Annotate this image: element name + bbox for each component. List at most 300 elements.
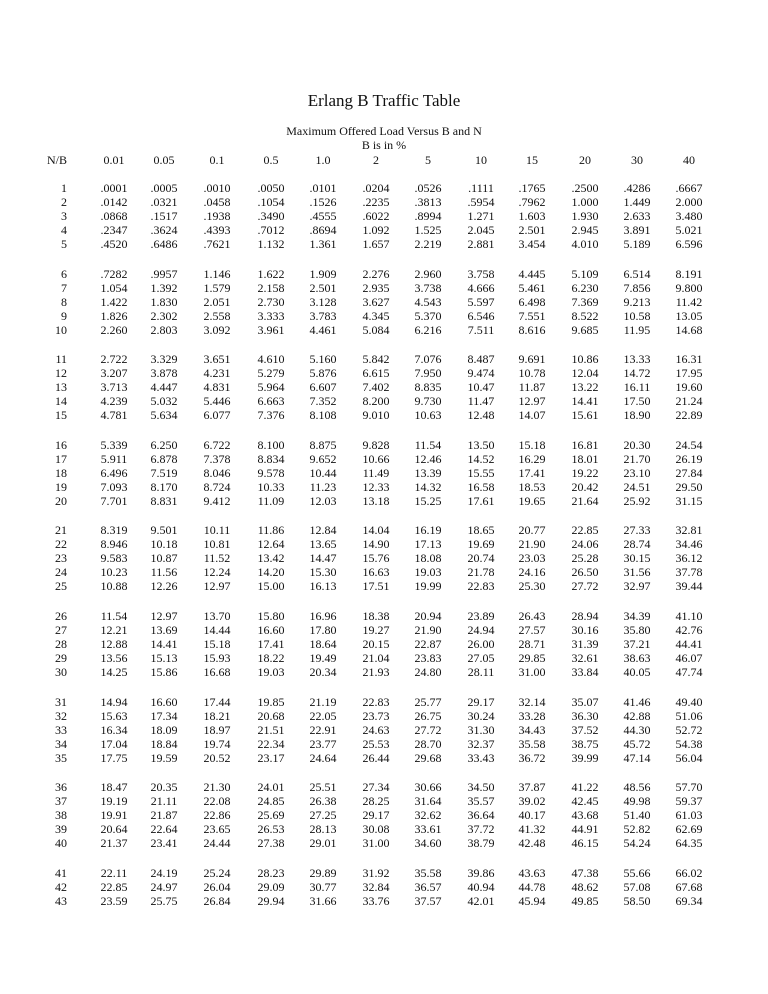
table-cell: 2.945 (571, 223, 599, 237)
table-cell: 2.260 (100, 322, 128, 337)
table-cell: 26.04 (203, 879, 231, 894)
table-cell: .0142 (100, 195, 128, 209)
table-cell: 31.66 (309, 893, 337, 908)
table-cell: 10.88 (100, 579, 128, 594)
table-cell: 26.00 (467, 636, 495, 651)
table-cell: .3813 (414, 195, 442, 209)
table-cell: 6.596 (675, 237, 703, 251)
table-cell: 62.69 (675, 822, 703, 837)
table-cell: 55.66 (623, 865, 651, 880)
table-cell: 20.94 (414, 608, 442, 623)
table-cell: 2.158 (257, 280, 285, 295)
table-cell: 7.352 (309, 394, 337, 409)
table-cell: 17.04 (100, 736, 128, 751)
table-cell: 1.449 (623, 195, 651, 209)
table-cell: 30.77 (309, 879, 337, 894)
table-cell: 21.70 (623, 451, 651, 466)
table-cell: .7621 (203, 237, 231, 251)
table-cell: 29.89 (309, 865, 337, 880)
table-cell: 38.79 (467, 836, 495, 851)
table-cell: 22.83 (362, 694, 390, 709)
table-cell: 14.68 (675, 322, 703, 337)
row-n-cell: 4 (61, 223, 67, 237)
row-group (0, 181, 768, 251)
table-cell: 33.28 (518, 708, 546, 723)
table-cell: 18.90 (623, 408, 651, 423)
table-cell: 18.65 (467, 523, 495, 538)
table-cell: 7.093 (100, 479, 128, 494)
table-cell: 17.75 (100, 750, 128, 765)
table-cell: 44.30 (623, 722, 651, 737)
row-n-cell: 32 (55, 708, 67, 723)
table-cell: 24.94 (467, 622, 495, 637)
table-cell: 42.01 (467, 893, 495, 908)
table-cell: 22.85 (100, 879, 128, 894)
table-cell: 11.86 (257, 523, 285, 538)
table-cell: 49.40 (675, 694, 703, 709)
table-cell: 8.724 (203, 479, 231, 494)
table-cell: 38.63 (623, 650, 651, 665)
table-cell: 23.59 (100, 893, 128, 908)
table-cell: 29.68 (414, 750, 442, 765)
table-cell: 5.279 (257, 366, 285, 381)
table-cell: 20.30 (623, 437, 651, 452)
table-cell: 8.616 (518, 322, 546, 337)
table-cell: 21.51 (257, 722, 285, 737)
table-cell: 12.84 (309, 523, 337, 538)
table-cell: 12.64 (257, 537, 285, 552)
table-cell: 24.54 (675, 437, 703, 452)
row-n-cell: 17 (55, 451, 67, 466)
table-cell: 7.856 (623, 280, 651, 295)
table-cell: 6.250 (150, 437, 178, 452)
table-cell: 22.11 (100, 865, 128, 880)
table-cell: 31.64 (414, 794, 442, 809)
table-cell: 27.57 (518, 622, 546, 637)
table-cell: 1.392 (150, 280, 178, 295)
table-cell: .7962 (518, 195, 546, 209)
table-cell: 13.18 (362, 493, 390, 508)
table-cell: 42.76 (675, 622, 703, 637)
table-cell: 18.01 (571, 451, 599, 466)
table-cell: 11.49 (362, 465, 390, 480)
table-cell: 25.28 (571, 551, 599, 566)
table-cell: .0001 (100, 181, 128, 195)
table-cell: 23.77 (309, 736, 337, 751)
table-cell: 18.53 (518, 479, 546, 494)
table-cell: 27.33 (623, 523, 651, 538)
table-cell: 11.54 (100, 608, 128, 623)
table-cell: 5.084 (362, 322, 390, 337)
table-cell: 5.597 (467, 294, 495, 309)
table-cell: 37.21 (623, 636, 651, 651)
table-row (0, 366, 768, 380)
row-n-cell: 10 (55, 322, 67, 337)
table-cell: 19.69 (467, 537, 495, 552)
table-cell: 10.33 (257, 479, 285, 494)
row-n-cell: 39 (55, 822, 67, 837)
table-row (0, 780, 768, 794)
table-cell: 10.78 (518, 366, 546, 381)
table-cell: .9957 (150, 266, 178, 281)
table-cell: 17.95 (675, 366, 703, 381)
table-cell: 23.10 (623, 465, 651, 480)
table-cell: 5.876 (309, 366, 337, 381)
table-cell: 16.19 (414, 523, 442, 538)
table-cell: .7012 (257, 223, 285, 237)
table-cell: 5.842 (362, 352, 390, 367)
table-cell: 6.663 (257, 394, 285, 409)
table-cell: .0868 (100, 209, 128, 223)
table-cell: 5.021 (675, 223, 703, 237)
table-cell: 12.24 (203, 565, 231, 580)
table-cell: 34.60 (414, 836, 442, 851)
table-cell: 26.43 (518, 608, 546, 623)
table-cell: 29.01 (309, 836, 337, 851)
column-header: 0.01 (103, 153, 125, 167)
table-cell: 20.42 (571, 479, 599, 494)
table-cell: 10.44 (309, 465, 337, 480)
table-cell: 3.783 (309, 308, 337, 323)
table-cell: 16.96 (309, 608, 337, 623)
table-cell: 13.05 (675, 308, 703, 323)
table-cell: 21.93 (362, 664, 390, 679)
table-row (0, 709, 768, 723)
table-cell: 4.447 (150, 380, 178, 395)
table-row (0, 209, 768, 223)
table-cell: 30.66 (414, 780, 442, 795)
table-cell: 19.65 (518, 493, 546, 508)
row-n-cell: 28 (55, 636, 67, 651)
table-cell: .8994 (414, 209, 442, 223)
table-cell: 4.231 (203, 366, 231, 381)
table-cell: 7.950 (414, 366, 442, 381)
row-group (0, 523, 768, 593)
table-cell: 24.16 (518, 565, 546, 580)
table-cell: 46.07 (675, 650, 703, 665)
table-cell: 6.514 (623, 266, 651, 281)
table-cell: 6.546 (467, 308, 495, 323)
row-group (0, 267, 768, 337)
table-cell: .6022 (362, 209, 390, 223)
table-cell: 48.56 (623, 780, 651, 795)
table-cell: 4.010 (571, 237, 599, 251)
table-cell: 13.39 (414, 465, 442, 480)
column-header: 10 (475, 153, 487, 167)
table-cell: 20.74 (467, 551, 495, 566)
table-cell: 12.33 (362, 479, 390, 494)
table-cell: 14.41 (571, 394, 599, 409)
table-cell: .6667 (675, 181, 703, 195)
row-n-cell: 29 (55, 650, 67, 665)
row-n-cell: 25 (55, 579, 67, 594)
table-cell: 14.32 (414, 479, 442, 494)
table-cell: 8.487 (467, 352, 495, 367)
row-group (0, 780, 768, 850)
table-row (0, 880, 768, 894)
table-cell: .4393 (203, 223, 231, 237)
table-cell: 17.61 (467, 493, 495, 508)
table-cell: 3.651 (203, 352, 231, 367)
table-cell: 7.551 (518, 308, 546, 323)
row-n-cell: 13 (55, 380, 67, 395)
table-cell: 2.722 (100, 352, 128, 367)
table-cell: 12.97 (518, 394, 546, 409)
table-cell: 24.51 (623, 479, 651, 494)
table-cell: 13.69 (150, 622, 178, 637)
table-row (0, 281, 768, 295)
table-cell: 14.52 (467, 451, 495, 466)
table-cell: .0010 (203, 181, 231, 195)
table-cell: 41.46 (623, 694, 651, 709)
table-cell: 10.87 (150, 551, 178, 566)
table-cell: 16.60 (150, 694, 178, 709)
table-cell: 5.339 (100, 437, 128, 452)
table-row (0, 808, 768, 822)
row-n-cell: 8 (61, 294, 67, 309)
table-cell: 3.480 (675, 209, 703, 223)
table-cell: 18.97 (203, 722, 231, 737)
table-cell: 35.57 (467, 794, 495, 809)
table-cell: 29.17 (467, 694, 495, 709)
table-cell: 31.15 (675, 493, 703, 508)
column-header: 0.5 (263, 153, 279, 167)
table-cell: 19.99 (414, 579, 442, 594)
table-cell: 33.61 (414, 822, 442, 837)
table-cell: .1517 (150, 209, 178, 223)
table-cell: 9.691 (518, 352, 546, 367)
table-cell: 8.522 (571, 308, 599, 323)
table-row (0, 494, 768, 508)
table-cell: 47.74 (675, 664, 703, 679)
table-cell: 26.50 (571, 565, 599, 580)
table-row (0, 323, 768, 337)
table-cell: 31.92 (362, 865, 390, 880)
table-cell: .3624 (150, 223, 178, 237)
table-cell: 8.108 (309, 408, 337, 423)
table-cell: 25.51 (309, 780, 337, 795)
column-header: 0.05 (153, 153, 175, 167)
table-cell: 19.03 (257, 664, 285, 679)
table-cell: 39.44 (675, 579, 703, 594)
table-cell: 40.94 (467, 879, 495, 894)
table-cell: 13.50 (467, 437, 495, 452)
table-cell: 9.685 (571, 322, 599, 337)
table-cell: 17.80 (309, 622, 337, 637)
table-cell: 7.369 (571, 294, 599, 309)
table-cell: 23.41 (150, 836, 178, 851)
table-cell: 9.800 (675, 280, 703, 295)
table-cell: 16.31 (675, 352, 703, 367)
row-n-cell: 11 (55, 352, 67, 367)
table-cell: 45.94 (518, 893, 546, 908)
table-cell: 42.45 (571, 794, 599, 809)
table-cell: 21.24 (675, 394, 703, 409)
table-cell: 12.48 (467, 408, 495, 423)
table-cell: 19.27 (362, 622, 390, 637)
table-cell: 28.11 (467, 664, 495, 679)
table-cell: 1.930 (571, 209, 599, 223)
table-cell: 7.076 (414, 352, 442, 367)
row-n-cell: 41 (55, 865, 67, 880)
table-cell: 2.558 (203, 308, 231, 323)
table-cell: 16.34 (100, 722, 128, 737)
table-cell: 3.329 (150, 352, 178, 367)
table-cell: 6.230 (571, 280, 599, 295)
table-cell: 16.13 (309, 579, 337, 594)
table-cell: 22.89 (675, 408, 703, 423)
table-row (0, 665, 768, 679)
table-cell: 7.701 (100, 493, 128, 508)
table-row (0, 822, 768, 836)
table-cell: 10.23 (100, 565, 128, 580)
table-cell: 20.34 (309, 664, 337, 679)
table-cell: 5.911 (100, 451, 128, 466)
table-cell: 21.30 (203, 780, 231, 795)
table-cell: 33.76 (362, 893, 390, 908)
table-cell: 13.56 (100, 650, 128, 665)
table-cell: 12.21 (100, 622, 128, 637)
table-cell: 57.70 (675, 780, 703, 795)
table-cell: 21.04 (362, 650, 390, 665)
table-cell: 8.831 (150, 493, 178, 508)
table-cell: 1.826 (100, 308, 128, 323)
table-cell: 1.622 (257, 266, 285, 281)
table-cell: 27.72 (414, 722, 442, 737)
table-cell: 13.33 (623, 352, 651, 367)
table-cell: .0005 (150, 181, 178, 195)
table-cell: 34.43 (518, 722, 546, 737)
row-n-cell: 14 (55, 394, 67, 409)
table-cell: 64.35 (675, 836, 703, 851)
table-cell: 10.11 (203, 523, 231, 538)
table-cell: 36.30 (571, 708, 599, 723)
table-cell: .5954 (467, 195, 495, 209)
table-cell: 8.946 (100, 537, 128, 552)
table-cell: 25.75 (150, 893, 178, 908)
table-cell: 16.60 (257, 622, 285, 637)
table-cell: 1.909 (309, 266, 337, 281)
table-cell: 15.25 (414, 493, 442, 508)
table-cell: 30.15 (623, 551, 651, 566)
table-cell: 14.47 (309, 551, 337, 566)
table-cell: 12.26 (150, 579, 178, 594)
table-cell: 32.37 (467, 736, 495, 751)
table-cell: 58.50 (623, 893, 651, 908)
table-cell: 29.85 (518, 650, 546, 665)
table-cell: 16.81 (571, 437, 599, 452)
table-cell: 22.08 (203, 794, 231, 809)
table-cell: 18.08 (414, 551, 442, 566)
table-cell: 5.109 (571, 266, 599, 281)
table-cell: 21.37 (100, 836, 128, 851)
table-cell: 30.08 (362, 822, 390, 837)
table-cell: 1.132 (257, 237, 285, 251)
table-cell: 35.58 (414, 865, 442, 880)
table-cell: 8.191 (675, 266, 703, 281)
table-cell: 4.543 (414, 294, 442, 309)
column-header: 5 (425, 153, 431, 167)
table-cell: 39.02 (518, 794, 546, 809)
table-cell: 20.68 (257, 708, 285, 723)
page-title: Erlang B Traffic Table (307, 91, 461, 110)
table-cell: 6.498 (518, 294, 546, 309)
table-cell: 19.91 (100, 808, 128, 823)
table-cell: 51.06 (675, 708, 703, 723)
table-cell: 28.23 (257, 865, 285, 880)
table-cell: 1.579 (203, 280, 231, 295)
table-cell: 37.52 (571, 722, 599, 737)
table-cell: .8694 (309, 223, 337, 237)
table-cell: 39.99 (571, 750, 599, 765)
table-cell: 21.64 (571, 493, 599, 508)
table-cell: 49.98 (623, 794, 651, 809)
table-cell: 47.14 (623, 750, 651, 765)
table-cell: 40.05 (623, 664, 651, 679)
table-row (0, 623, 768, 637)
table-cell: 10.18 (150, 537, 178, 552)
table-cell: 13.42 (257, 551, 285, 566)
table-cell: 56.04 (675, 750, 703, 765)
table-cell: 5.964 (257, 380, 285, 395)
table-cell: 2.045 (467, 223, 495, 237)
table-cell: 29.94 (257, 893, 285, 908)
table-cell: 26.53 (257, 822, 285, 837)
table-cell: 26.75 (414, 708, 442, 723)
table-row (0, 894, 768, 908)
table-cell: 33.84 (571, 664, 599, 679)
table-cell: 31.00 (518, 664, 546, 679)
table-cell: 3.627 (362, 294, 390, 309)
row-n-cell: 2 (61, 195, 67, 209)
table-row (0, 579, 768, 593)
table-row (0, 438, 768, 452)
column-header-nb: N/B (46, 153, 67, 167)
table-cell: 18.09 (150, 722, 178, 737)
table-row (0, 195, 768, 209)
table-cell: 18.22 (257, 650, 285, 665)
column-header: 2 (373, 153, 379, 167)
table-cell: 10.63 (414, 408, 442, 423)
table-cell: 25.30 (518, 579, 546, 594)
table-cell: 22.83 (467, 579, 495, 594)
table-cell: 4.610 (257, 352, 285, 367)
table-cell: 6.878 (150, 451, 178, 466)
table-cell: 14.94 (100, 694, 128, 709)
table-cell: 33.43 (467, 750, 495, 765)
table-cell: 11.42 (675, 294, 703, 309)
table-row (0, 181, 768, 195)
table-cell: 23.03 (518, 551, 546, 566)
table-cell: 54.38 (675, 736, 703, 751)
table-cell: 1.054 (100, 280, 128, 295)
table-cell: .0321 (150, 195, 178, 209)
table-cell: 45.72 (623, 736, 651, 751)
table-cell: 32.97 (623, 579, 651, 594)
table-cell: 12.46 (414, 451, 442, 466)
table-cell: 10.47 (467, 380, 495, 395)
table-cell: 3.713 (100, 380, 128, 395)
table-cell: 15.13 (150, 650, 178, 665)
table-cell: 3.961 (257, 322, 285, 337)
table-cell: 44.41 (675, 636, 703, 651)
table-cell: 22.87 (414, 636, 442, 651)
table-cell: 24.80 (414, 664, 442, 679)
table-cell: 1.271 (467, 209, 495, 223)
row-n-cell: 23 (55, 551, 67, 566)
table-cell: 20.77 (518, 523, 546, 538)
table-cell: .2500 (571, 181, 599, 195)
